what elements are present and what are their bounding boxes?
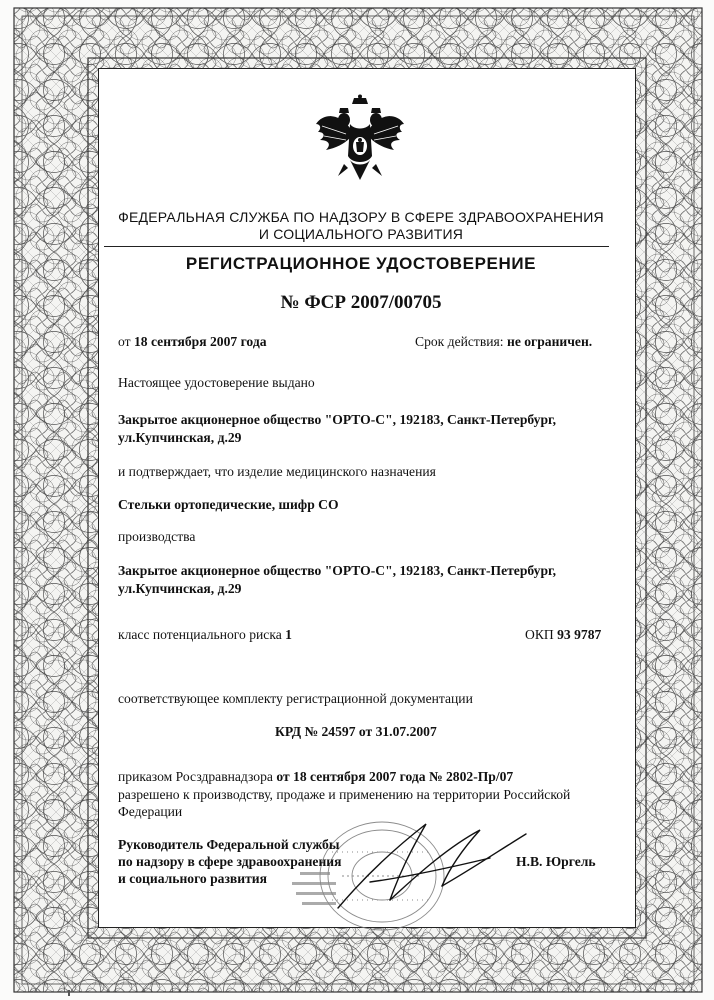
risk-class: [118, 626, 292, 644]
signatory-title-line1: Руководитель Федеральной службы: [118, 837, 340, 852]
agency-name-line1: ФЕДЕРАЛЬНАЯ СЛУЖБА ПО НАДЗОРУ В СФЕРЕ ЗДРАВООХРАНЕНИЯ: [118, 209, 604, 225]
risk-class-label: класс потенциального риска: [118, 627, 282, 642]
document-title: РЕГИСТРАЦИОННОЕ УДОСТОВЕРЕНИЕ: [185, 254, 537, 273]
order-reference: от 18 сентября 2007 года № 2802-Пр/07: [276, 769, 514, 784]
manufacturer-line2: ул.Купчинская, д.29: [118, 581, 242, 596]
signatory-title-line3: и социального развития: [118, 871, 267, 886]
issue-date: [118, 333, 267, 351]
compliance-label: соответствующее комплекту регистрационной документации: [118, 691, 473, 706]
scan-mark: [68, 990, 70, 996]
validity: [415, 333, 592, 351]
product-name: Стельки ортопедические, шифр СО: [118, 497, 339, 512]
okp-value: 93 9787: [557, 627, 602, 642]
manufacturer-line1: Закрытое акционерное общество "ОРТО-С", 192183, Санкт-Петербург,: [118, 563, 557, 578]
validity-value: не ограничен.: [507, 334, 593, 349]
double-headed-eagle-icon: [310, 94, 410, 186]
signatory-title-line2: по надзору в сфере здравоохранения: [118, 854, 342, 869]
issued-to-label: Настоящее удостоверение выдано: [118, 375, 315, 390]
production-label: производства: [118, 529, 196, 544]
order-line3: Федерации: [118, 804, 183, 819]
order-line1: [118, 768, 513, 786]
registration-number: № ФСР 2007/00705: [280, 292, 442, 313]
handwritten-signature-icon: [330, 812, 530, 922]
validity-label: Срок действия:: [415, 334, 504, 349]
applicant-line1: Закрытое акционерное общество "ОРТО-С", 192183, Санкт-Петербург,: [118, 412, 557, 427]
applicant-line2: ул.Купчинская, д.29: [118, 430, 242, 445]
issue-date-prefix: от: [118, 334, 131, 349]
signatory-name: Н.В. Юргель: [516, 854, 596, 869]
risk-class-value: 1: [285, 627, 292, 642]
krd-reference: КРД № 24597 от 31.07.2007: [275, 724, 437, 739]
header-divider: [104, 246, 609, 247]
okp-label: ОКП: [525, 627, 554, 642]
okp-code: [525, 626, 601, 644]
order-line2: разрешено к производству, продаже и применению на территории Российской: [118, 787, 571, 802]
agency-name-line2: И СОЦИАЛЬНОГО РАЗВИТИЯ: [258, 226, 464, 242]
issue-date-value: 18 сентября 2007 года: [133, 334, 267, 349]
order-prefix: приказом Росздравнадзора: [118, 769, 273, 784]
confirms-label: и подтверждает, что изделие медицинского назначения: [118, 464, 436, 479]
